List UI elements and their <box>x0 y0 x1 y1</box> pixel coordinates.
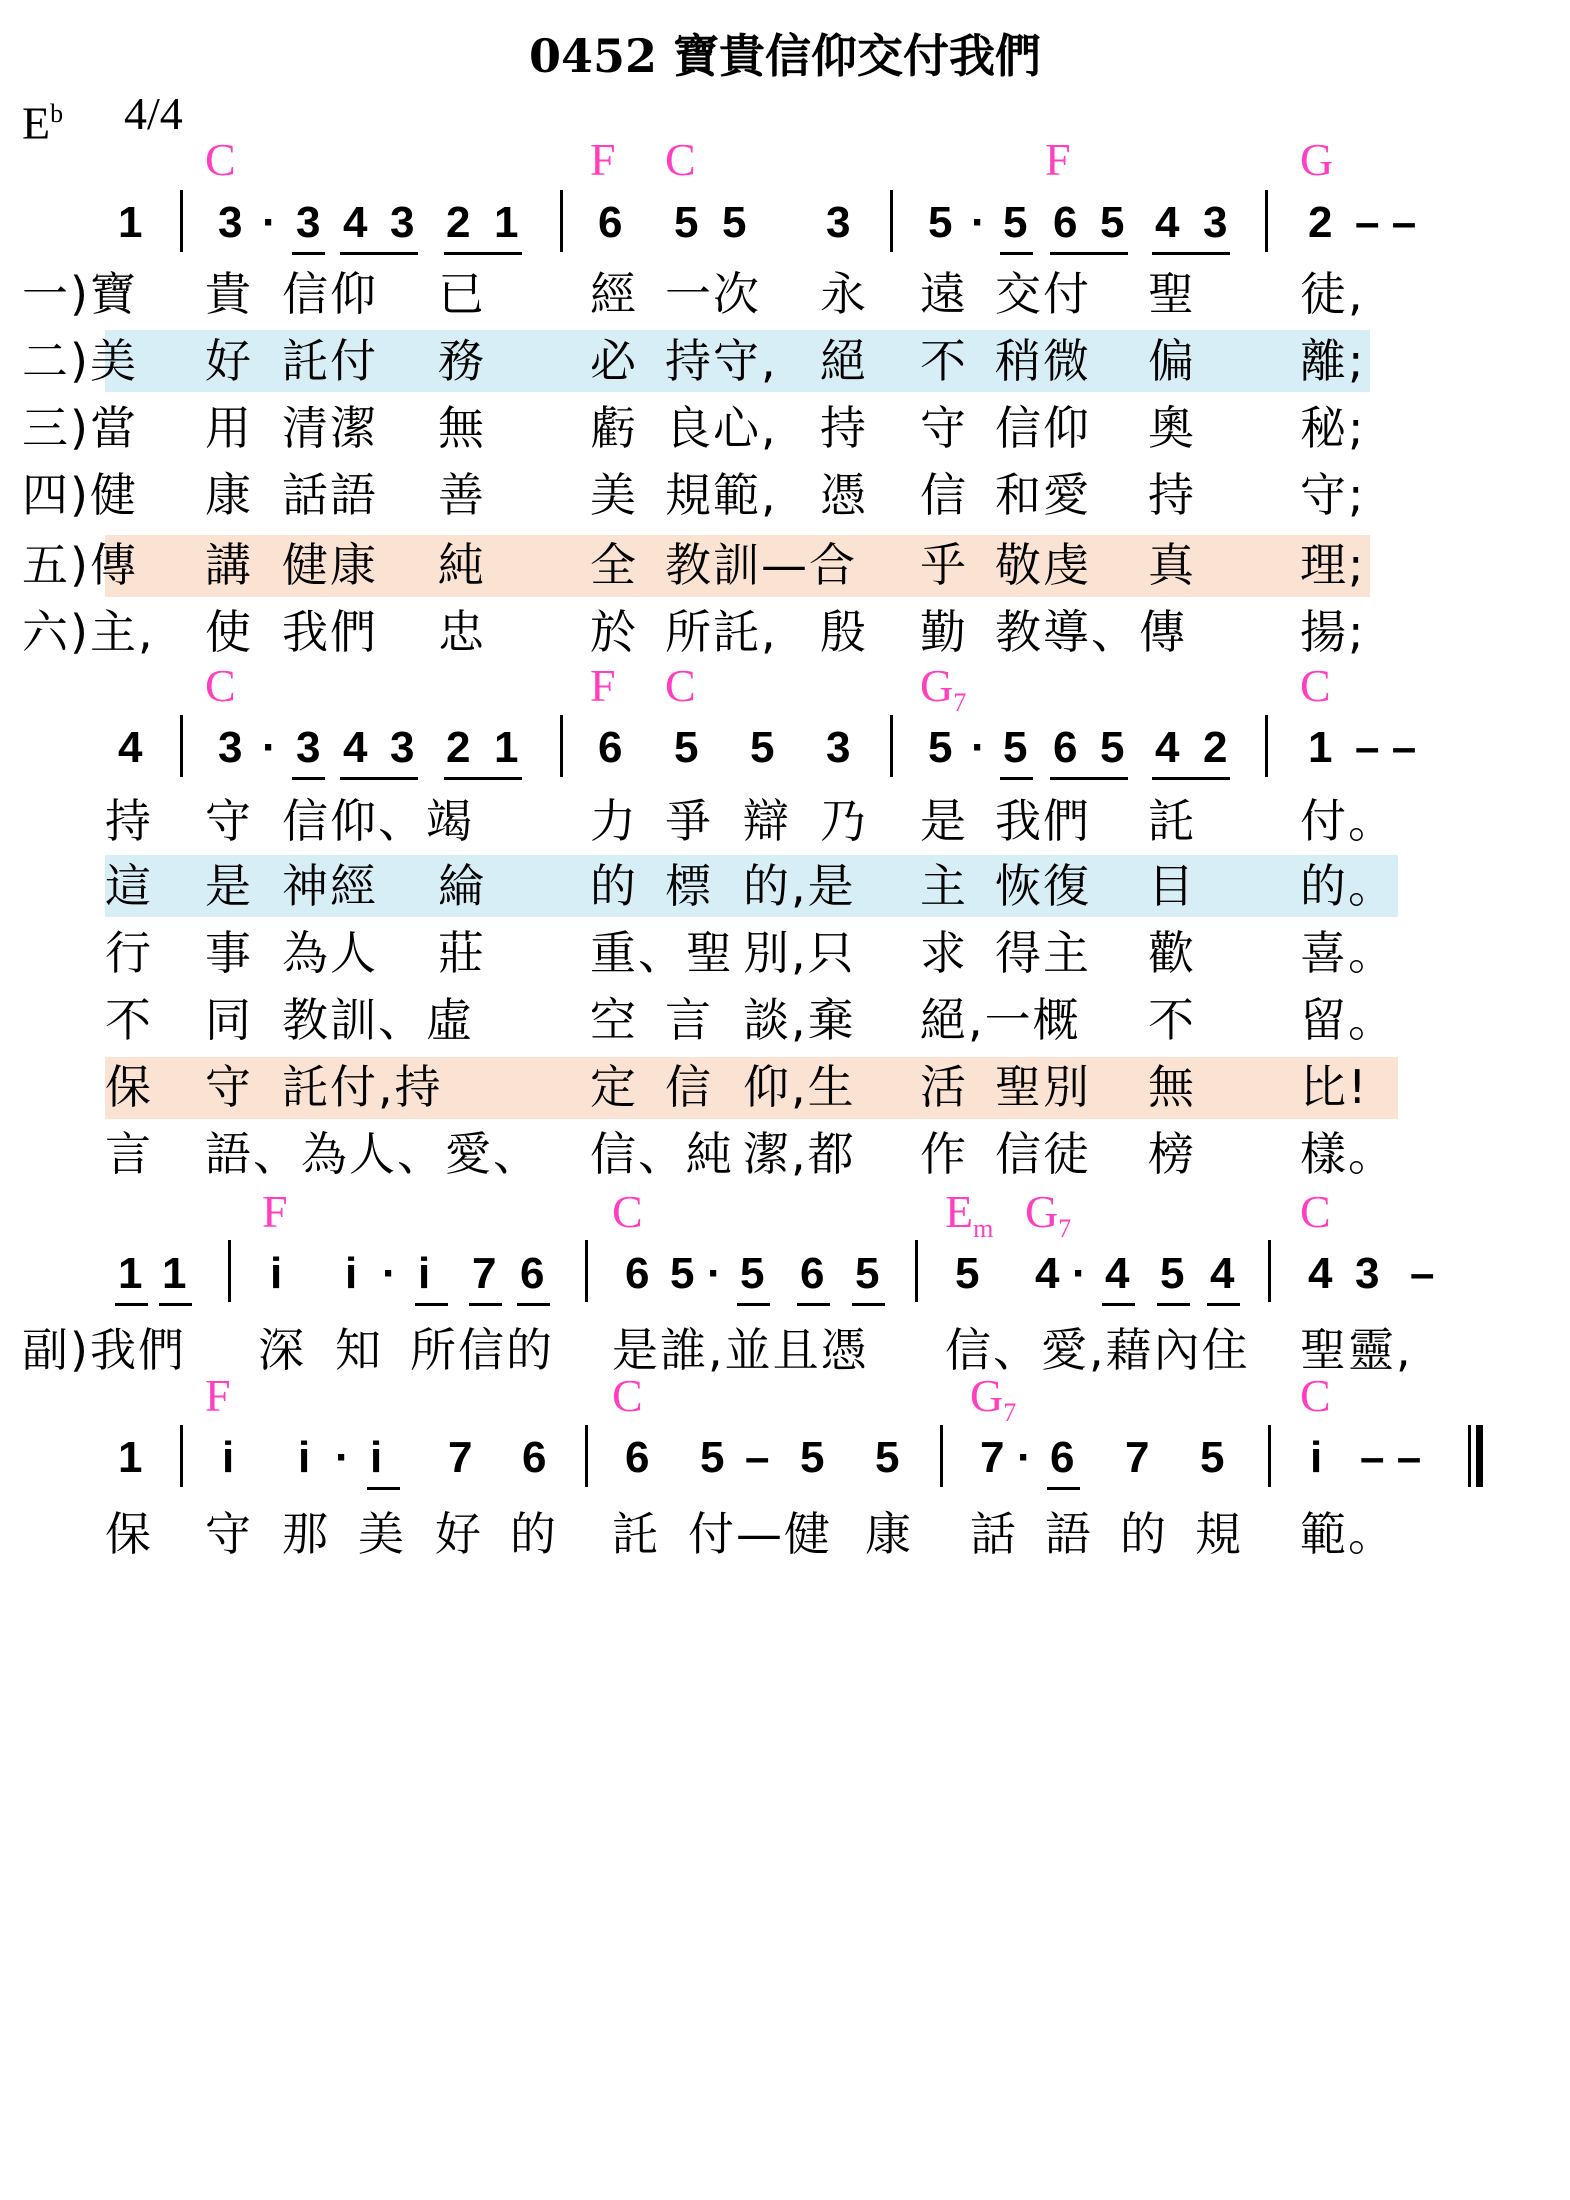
hymn-title: 0452 寶貴信仰交付我們 <box>528 29 1042 83</box>
lyric: 憑 <box>820 468 868 522</box>
chord: $E_m$ <box>945 1186 994 1244</box>
chord: C <box>665 660 696 711</box>
note: 1 <box>118 1249 143 1298</box>
lyric: 守 <box>205 1507 253 1561</box>
note: 5 <box>740 1249 765 1298</box>
lyric: 乎 <box>920 538 968 592</box>
lyric: 乃 <box>820 794 868 848</box>
lyric: 信、純 <box>590 1127 734 1181</box>
lyric: 貴 <box>205 267 253 321</box>
lyric: 遠 <box>920 267 968 321</box>
barline <box>940 1425 943 1487</box>
note: 5 <box>1100 723 1125 772</box>
chord: C <box>205 134 236 185</box>
underline <box>1157 1303 1190 1306</box>
note: 3 <box>1355 1249 1380 1298</box>
lyric: 聖別 <box>995 1060 1091 1114</box>
note: 3 <box>296 198 321 247</box>
note: 6 <box>625 1433 650 1482</box>
note: 5 <box>674 723 699 772</box>
underline <box>1000 777 1033 780</box>
lyric: 經 <box>590 267 638 321</box>
note: 5 <box>722 198 747 247</box>
lyric: 辯 <box>743 794 791 848</box>
note: 4 <box>1155 198 1180 247</box>
lyric: 虧 <box>590 401 638 455</box>
time-signature: 4/4 <box>124 88 183 139</box>
lyric: 深 <box>258 1323 306 1377</box>
lyric: 用 <box>205 401 253 455</box>
lyric: 不 <box>105 993 153 1047</box>
underline <box>444 252 522 255</box>
lyric: 信仰 <box>282 267 378 321</box>
chord: C <box>1300 1186 1331 1237</box>
chord: F <box>205 1370 231 1421</box>
underline <box>1047 1487 1080 1490</box>
lyric: 無 <box>438 401 486 455</box>
lyric: 全 <box>590 538 638 592</box>
lyric: 美 <box>590 468 638 522</box>
chord: C <box>1300 1370 1331 1421</box>
note: 3 <box>218 198 243 247</box>
note: 1 <box>494 198 519 247</box>
lyric: 秘; <box>1300 401 1366 455</box>
note: i <box>222 1433 235 1482</box>
note: 5 <box>928 198 953 247</box>
note: 4 <box>343 198 368 247</box>
chord: C <box>205 660 236 711</box>
note: 5 <box>700 1433 725 1482</box>
note: 1 <box>494 723 519 772</box>
underline <box>1000 252 1033 255</box>
lyric: 使 <box>205 605 253 659</box>
note: – <box>745 1433 770 1482</box>
lyric: 言 <box>665 993 713 1047</box>
note: · <box>1072 1249 1087 1298</box>
note: · <box>335 1433 350 1482</box>
underline <box>469 1303 502 1306</box>
lyric: 偏 <box>1148 334 1196 388</box>
note: 5 <box>875 1433 900 1482</box>
note: 1 <box>162 1249 187 1298</box>
lyric: 託付,持 <box>282 1060 443 1114</box>
lyric: 教訓、虛 <box>282 993 474 1047</box>
note: 2 <box>446 198 471 247</box>
note: 5 <box>1100 198 1125 247</box>
note: i <box>270 1249 283 1298</box>
lyric: 託付 <box>282 334 378 388</box>
note-dash: – – <box>1355 198 1417 247</box>
lyric: 康 <box>865 1507 913 1561</box>
lyric: 是誰,並且憑 <box>612 1323 869 1377</box>
lyric: 是 <box>205 859 253 913</box>
note: 4 <box>1035 1249 1060 1298</box>
lyric: 喜。 <box>1300 926 1396 980</box>
barline <box>915 1240 918 1302</box>
lyric: 聖靈, <box>1300 1323 1413 1377</box>
lyric: 是 <box>920 794 968 848</box>
lyric: 所託, <box>665 605 778 659</box>
lyric: 留。 <box>1300 993 1396 1047</box>
note: i <box>345 1249 358 1298</box>
note: 5 <box>670 1249 695 1298</box>
barline <box>1268 1240 1271 1302</box>
lyric: 奧 <box>1148 401 1196 455</box>
barline <box>180 715 183 777</box>
note: 5 <box>750 723 775 772</box>
note: 2 <box>1308 198 1333 247</box>
lyric: 不 <box>920 334 968 388</box>
lyric: 的 <box>510 1507 558 1561</box>
barline <box>890 190 893 252</box>
note: · <box>1017 1433 1032 1482</box>
underline <box>1050 777 1128 780</box>
barline <box>228 1240 231 1302</box>
note-dash: – – <box>1355 723 1417 772</box>
note: 5 <box>1003 723 1028 772</box>
underline <box>367 1487 400 1490</box>
lyric: 勤 <box>920 605 968 659</box>
note: 4 <box>1210 1249 1235 1298</box>
chord: F <box>590 134 616 185</box>
lyric: 一)寶 <box>22 267 138 321</box>
note: i <box>370 1433 383 1482</box>
lyric: 定 <box>590 1060 638 1114</box>
lyric: 真 <box>1148 538 1196 592</box>
lyric: 稍微 <box>995 334 1091 388</box>
chord: C <box>665 134 696 185</box>
lyric: 美 <box>358 1507 406 1561</box>
lyric: 絕 <box>820 334 868 388</box>
lyric: 和愛 <box>995 468 1091 522</box>
note: i <box>298 1433 311 1482</box>
lyric: 範。 <box>1300 1507 1396 1561</box>
note: 5 <box>800 1433 825 1482</box>
lyric: 四)健 <box>22 468 138 522</box>
lyric: 教導、傳 <box>995 605 1187 659</box>
note: 4 <box>343 723 368 772</box>
note: 6 <box>800 1249 825 1298</box>
lyric: 語 <box>1045 1507 1093 1561</box>
note: 2 <box>446 723 471 772</box>
barline <box>585 1425 588 1487</box>
lyric: 持 <box>820 401 868 455</box>
note: · <box>971 198 986 247</box>
note: 3 <box>218 723 243 772</box>
note: 7 <box>980 1433 1005 1482</box>
lyric: 活 <box>920 1060 968 1114</box>
lyric: 信徒 <box>995 1127 1091 1181</box>
lyric: 作 <box>920 1127 968 1181</box>
note: 1 <box>118 198 143 247</box>
lyric: 絕,一概 <box>920 993 1081 1047</box>
barline <box>585 1240 588 1302</box>
lyric: 已 <box>438 267 486 321</box>
lyric: 榜 <box>1148 1127 1196 1181</box>
lyric: 談,棄 <box>743 993 856 1047</box>
lyric: 潔,都 <box>743 1127 856 1181</box>
lyric: 樣。 <box>1300 1127 1396 1181</box>
final-barline-thick <box>1476 1425 1483 1487</box>
lyric: 目 <box>1148 859 1196 913</box>
note: · <box>262 723 277 772</box>
note: 6 <box>1050 1433 1075 1482</box>
barline <box>1265 190 1268 252</box>
lyric: 語、為人、愛、 <box>205 1127 541 1181</box>
underline <box>737 1303 770 1306</box>
barline <box>560 190 563 252</box>
lyric: 守 <box>205 794 253 848</box>
lyric: 話語 <box>282 468 378 522</box>
underline <box>292 777 325 780</box>
lyric: 言 <box>105 1127 153 1181</box>
lyric: 託 <box>1148 794 1196 848</box>
lyric: 得主 <box>995 926 1091 980</box>
lyric: 所信的 <box>410 1323 554 1377</box>
lyric: 揚; <box>1300 605 1366 659</box>
note: 3 <box>1203 198 1228 247</box>
lyric: 守 <box>205 1060 253 1114</box>
lyric: 良心, <box>665 401 778 455</box>
final-barline-thin <box>1468 1425 1471 1487</box>
lyric: 的 <box>1120 1507 1168 1561</box>
lyric: 好 <box>205 334 253 388</box>
lyric: 二)美 <box>22 334 138 388</box>
lyric: 歡 <box>1148 926 1196 980</box>
underline <box>444 777 522 780</box>
underline <box>1050 252 1128 255</box>
underline <box>852 1303 885 1306</box>
note: 3 <box>826 723 851 772</box>
barline <box>1268 1425 1271 1487</box>
lyric: 殷 <box>820 605 868 659</box>
lyric: 務 <box>438 334 486 388</box>
underline <box>115 1303 148 1306</box>
chord: F <box>590 660 616 711</box>
lyric: 教訓—合 <box>665 538 857 592</box>
lyric: 守 <box>920 401 968 455</box>
note: · <box>971 723 986 772</box>
lyric: 善 <box>438 468 486 522</box>
note: i <box>1310 1433 1323 1482</box>
lyric: 於 <box>590 605 638 659</box>
note: 5 <box>674 198 699 247</box>
underline <box>517 1303 550 1306</box>
lyric: 必 <box>590 334 638 388</box>
lyric: 無 <box>1148 1060 1196 1114</box>
lyric: 爭 <box>665 794 713 848</box>
note: 6 <box>598 723 623 772</box>
lyric: 這 <box>105 859 153 913</box>
lyric: 好 <box>435 1507 483 1561</box>
lyric: 副)我們 <box>22 1323 186 1377</box>
lyric: 的 <box>590 859 638 913</box>
lyric: 講 <box>205 538 253 592</box>
note: 5 <box>955 1249 980 1298</box>
lyric: 六)主, <box>22 605 155 659</box>
lyric: 康 <box>205 468 253 522</box>
lyric: 持 <box>105 794 153 848</box>
note: 1 <box>1308 723 1333 772</box>
lyric: 的。 <box>1300 859 1396 913</box>
lyric: 主 <box>920 859 968 913</box>
lyric: 比! <box>1300 1060 1369 1114</box>
lyric: 付—健 <box>688 1507 832 1561</box>
note-dash: – – <box>1360 1433 1422 1482</box>
underline <box>1152 252 1230 255</box>
key-signature: $E^b$ <box>22 97 64 149</box>
note: 6 <box>1053 723 1078 772</box>
underline <box>292 252 325 255</box>
lyric: 的,是 <box>743 859 856 913</box>
underline <box>797 1303 830 1306</box>
chord: C <box>612 1186 643 1237</box>
note: 6 <box>522 1433 547 1482</box>
note: 2 <box>1203 723 1228 772</box>
underline <box>1152 777 1230 780</box>
lyric: 聖 <box>1148 267 1196 321</box>
lyric: 敬虔 <box>995 538 1091 592</box>
barline <box>560 715 563 777</box>
lyric: 知 <box>335 1323 383 1377</box>
lyric: 求 <box>920 926 968 980</box>
lyric: 五)傳 <box>22 538 138 592</box>
lyric: 託 <box>612 1507 660 1561</box>
note: 3 <box>390 198 415 247</box>
lyric: 恢復 <box>995 859 1091 913</box>
barline <box>890 715 893 777</box>
note: i <box>418 1249 431 1298</box>
chord: C <box>1300 660 1331 711</box>
lyric: 綸 <box>438 859 486 913</box>
underline <box>415 1303 448 1306</box>
lyric: 行 <box>105 926 153 980</box>
lyric: 別,只 <box>743 926 856 980</box>
lyric: 健康 <box>282 538 378 592</box>
lyric: 離; <box>1300 334 1366 388</box>
chord: $G_7$ <box>970 1370 1017 1428</box>
chord: C <box>612 1370 643 1421</box>
note: 7 <box>472 1249 497 1298</box>
lyric: 為人 <box>282 926 378 980</box>
chord: $G_7$ <box>920 660 967 718</box>
note: 4 <box>118 723 143 772</box>
lyric: 話 <box>970 1507 1018 1561</box>
lyric: 永 <box>820 267 868 321</box>
lyric: 理; <box>1300 538 1366 592</box>
lyric: 交付 <box>995 267 1091 321</box>
lyric: 莊 <box>438 926 486 980</box>
lyric: 徒, <box>1300 267 1365 321</box>
note: 3 <box>826 198 851 247</box>
lyric: 清潔 <box>282 401 378 455</box>
note: 7 <box>1125 1433 1150 1482</box>
note: 5 <box>1200 1433 1225 1482</box>
lyric: 三)當 <box>22 401 138 455</box>
lyric: 信 <box>665 1060 713 1114</box>
note: 3 <box>390 723 415 772</box>
lyric: 守; <box>1300 468 1366 522</box>
underline <box>159 1303 192 1306</box>
note: 4 <box>1308 1249 1333 1298</box>
lyric: 忠 <box>438 605 486 659</box>
note: 6 <box>520 1249 545 1298</box>
lyric: 純 <box>438 538 486 592</box>
lyric: 規範, <box>665 468 778 522</box>
chord: F <box>1045 134 1071 185</box>
note: 3 <box>296 723 321 772</box>
note: · <box>382 1249 397 1298</box>
note: 6 <box>625 1249 650 1298</box>
underline <box>1207 1303 1240 1306</box>
lyric: 事 <box>205 926 253 980</box>
underline <box>340 252 418 255</box>
note: 7 <box>448 1433 473 1482</box>
lyric: 信 <box>920 468 968 522</box>
lyric: 付。 <box>1300 794 1396 848</box>
barline <box>1265 715 1268 777</box>
lyric: 保 <box>105 1060 153 1114</box>
barline <box>180 1425 183 1487</box>
lyric: 信、愛,藉內住 <box>945 1323 1250 1377</box>
note: 1 <box>118 1433 143 1482</box>
note: 5 <box>928 723 953 772</box>
lyric: 一次 <box>665 267 761 321</box>
lyric: 持守, <box>665 334 778 388</box>
underline <box>1102 1303 1135 1306</box>
lyric: 規 <box>1195 1507 1243 1561</box>
note: 5 <box>1003 198 1028 247</box>
lyric: 仰,生 <box>743 1060 856 1114</box>
note: 5 <box>855 1249 880 1298</box>
note: 6 <box>1053 198 1078 247</box>
lyric: 力 <box>590 794 638 848</box>
lyric: 我們 <box>282 605 378 659</box>
note: 4 <box>1105 1249 1130 1298</box>
chord: F <box>262 1186 288 1237</box>
note: 5 <box>1160 1249 1185 1298</box>
chord: $G_7$ <box>1025 1186 1072 1244</box>
lyric: 持 <box>1148 468 1196 522</box>
lyric: 不 <box>1148 993 1196 1047</box>
underline <box>340 777 418 780</box>
lyric: 神經 <box>282 859 378 913</box>
lyric: 那 <box>282 1507 330 1561</box>
chord: G <box>1300 134 1334 185</box>
lyric: 信仰 <box>995 401 1091 455</box>
note: 6 <box>598 198 623 247</box>
note: · <box>262 198 277 247</box>
lyric: 我們 <box>995 794 1091 848</box>
lyric: 標 <box>665 859 713 913</box>
lyric: 信仰、竭 <box>282 794 474 848</box>
barline <box>180 190 183 252</box>
note-dash: – <box>1410 1249 1435 1298</box>
lyric: 保 <box>105 1507 153 1561</box>
lyric: 同 <box>205 993 253 1047</box>
lyric: 重、聖 <box>590 926 734 980</box>
lyric: 空 <box>590 993 638 1047</box>
note: 4 <box>1155 723 1180 772</box>
note: · <box>707 1249 722 1298</box>
